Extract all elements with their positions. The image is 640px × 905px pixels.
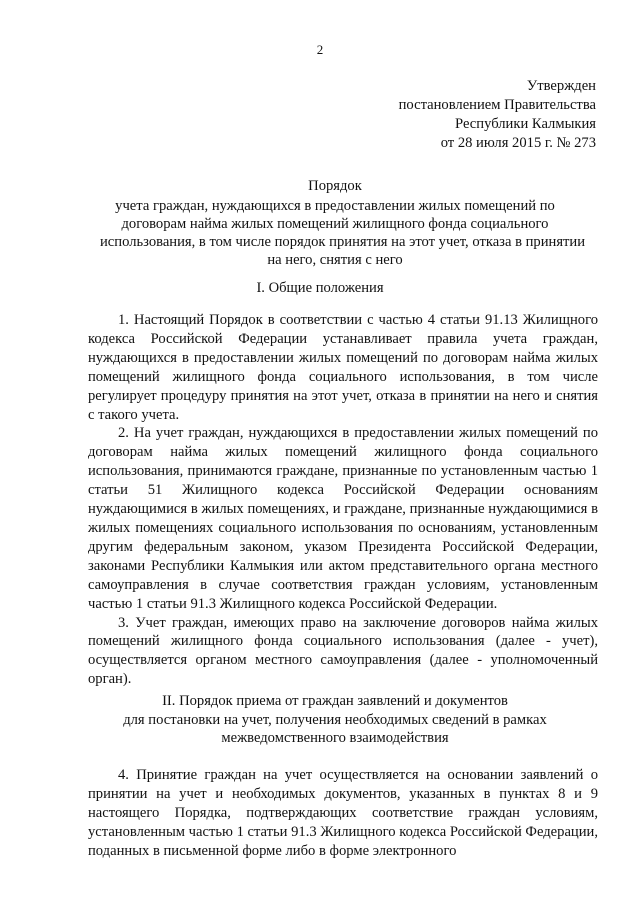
paragraph: 1. Настоящий Порядок в соответствии с частью 4 статьи 91.13 Жилищного кодекса Российской Федерации устанавливает правила учета граждан, нуждающихся в предоставлении жилых помещений по договорам найма жилых помещений жилищного фонда социального использования, в том числе регулирует процедуру принятия на этот учет, отказа в принятии на него и снятия с такого учета. — [88, 312, 598, 423]
title-line: на него, снятия с него — [267, 252, 403, 268]
paragraph: 4. Принятие граждан на учет осуществляется на основании заявлений о принятии на учет и необходимых документов, указанных в пунктах 8 и 9 настоящего Порядка, подтверждающих соответствие граждан условиям, установленным частью 1 статьи 91.3 Жилищного кодекса Российской Федерации, поданных в письменной форме либо в форме электронного — [88, 767, 598, 859]
section-heading-line: для постановки на учет, получения необходимых сведений в рамках — [123, 711, 547, 728]
section-heading-procedure — [100, 692, 570, 748]
approval-line: Республики Калмыкия — [455, 116, 596, 132]
approval-block — [276, 77, 596, 153]
title-line: использования, в том числе порядок принятия на этот учет, отказа в принятии — [100, 234, 586, 250]
paragraph: 2. На учет граждан, нуждающихся в предоставлении жилых помещений по договорам найма жилых помещений жилищного фонда социального использования, принимаются граждане, признанные по установленным частью 1 статьи 51 Жилищного кодекса Российской Федерации основаниям нуждающимися в жилых помещениях, и граждане, признанные нуждающимися в жилых помещениях социального использования по основаниям, установленным другим федеральным законом, указом Президента Российской Федерации, законами Республики Калмыкия или актом представительного органа местного самоуправления в случае соответствия граждан условиям, установленным частью 1 статьи 91.3 Жилищного кодекса Российской Федерации. — [88, 425, 598, 612]
paragraph: 3. Учет граждан, имеющих право на заключение договоров найма жилых помещений жилищного фонда социального использования (далее - учет), осуществляется органом местного самоуправления (далее - уполномоченный орган). — [88, 614, 598, 688]
title-line: договорам найма жилых помещений жилищного фонда социального — [121, 216, 549, 232]
title-heading: Порядок — [308, 178, 362, 194]
section-general-body — [88, 311, 598, 689]
section-heading-line: межведомственного взаимодействия — [221, 730, 449, 746]
section-heading-line: II. Порядок приема от граждан заявлений и документов — [162, 693, 508, 709]
title-line: учета граждан, нуждающихся в предоставлении жилых помещений по — [115, 198, 555, 214]
approval-line: постановлением Правительства — [398, 97, 596, 113]
page-number: 2 — [316, 42, 324, 57]
approval-date-line: от 28 июля 2015 г. № 273 — [440, 135, 596, 151]
section-procedure-body — [88, 766, 598, 861]
document-title — [100, 177, 586, 269]
approval-line: Утвержден — [526, 78, 596, 94]
section-heading-general: I. Общие положения — [256, 280, 384, 296]
